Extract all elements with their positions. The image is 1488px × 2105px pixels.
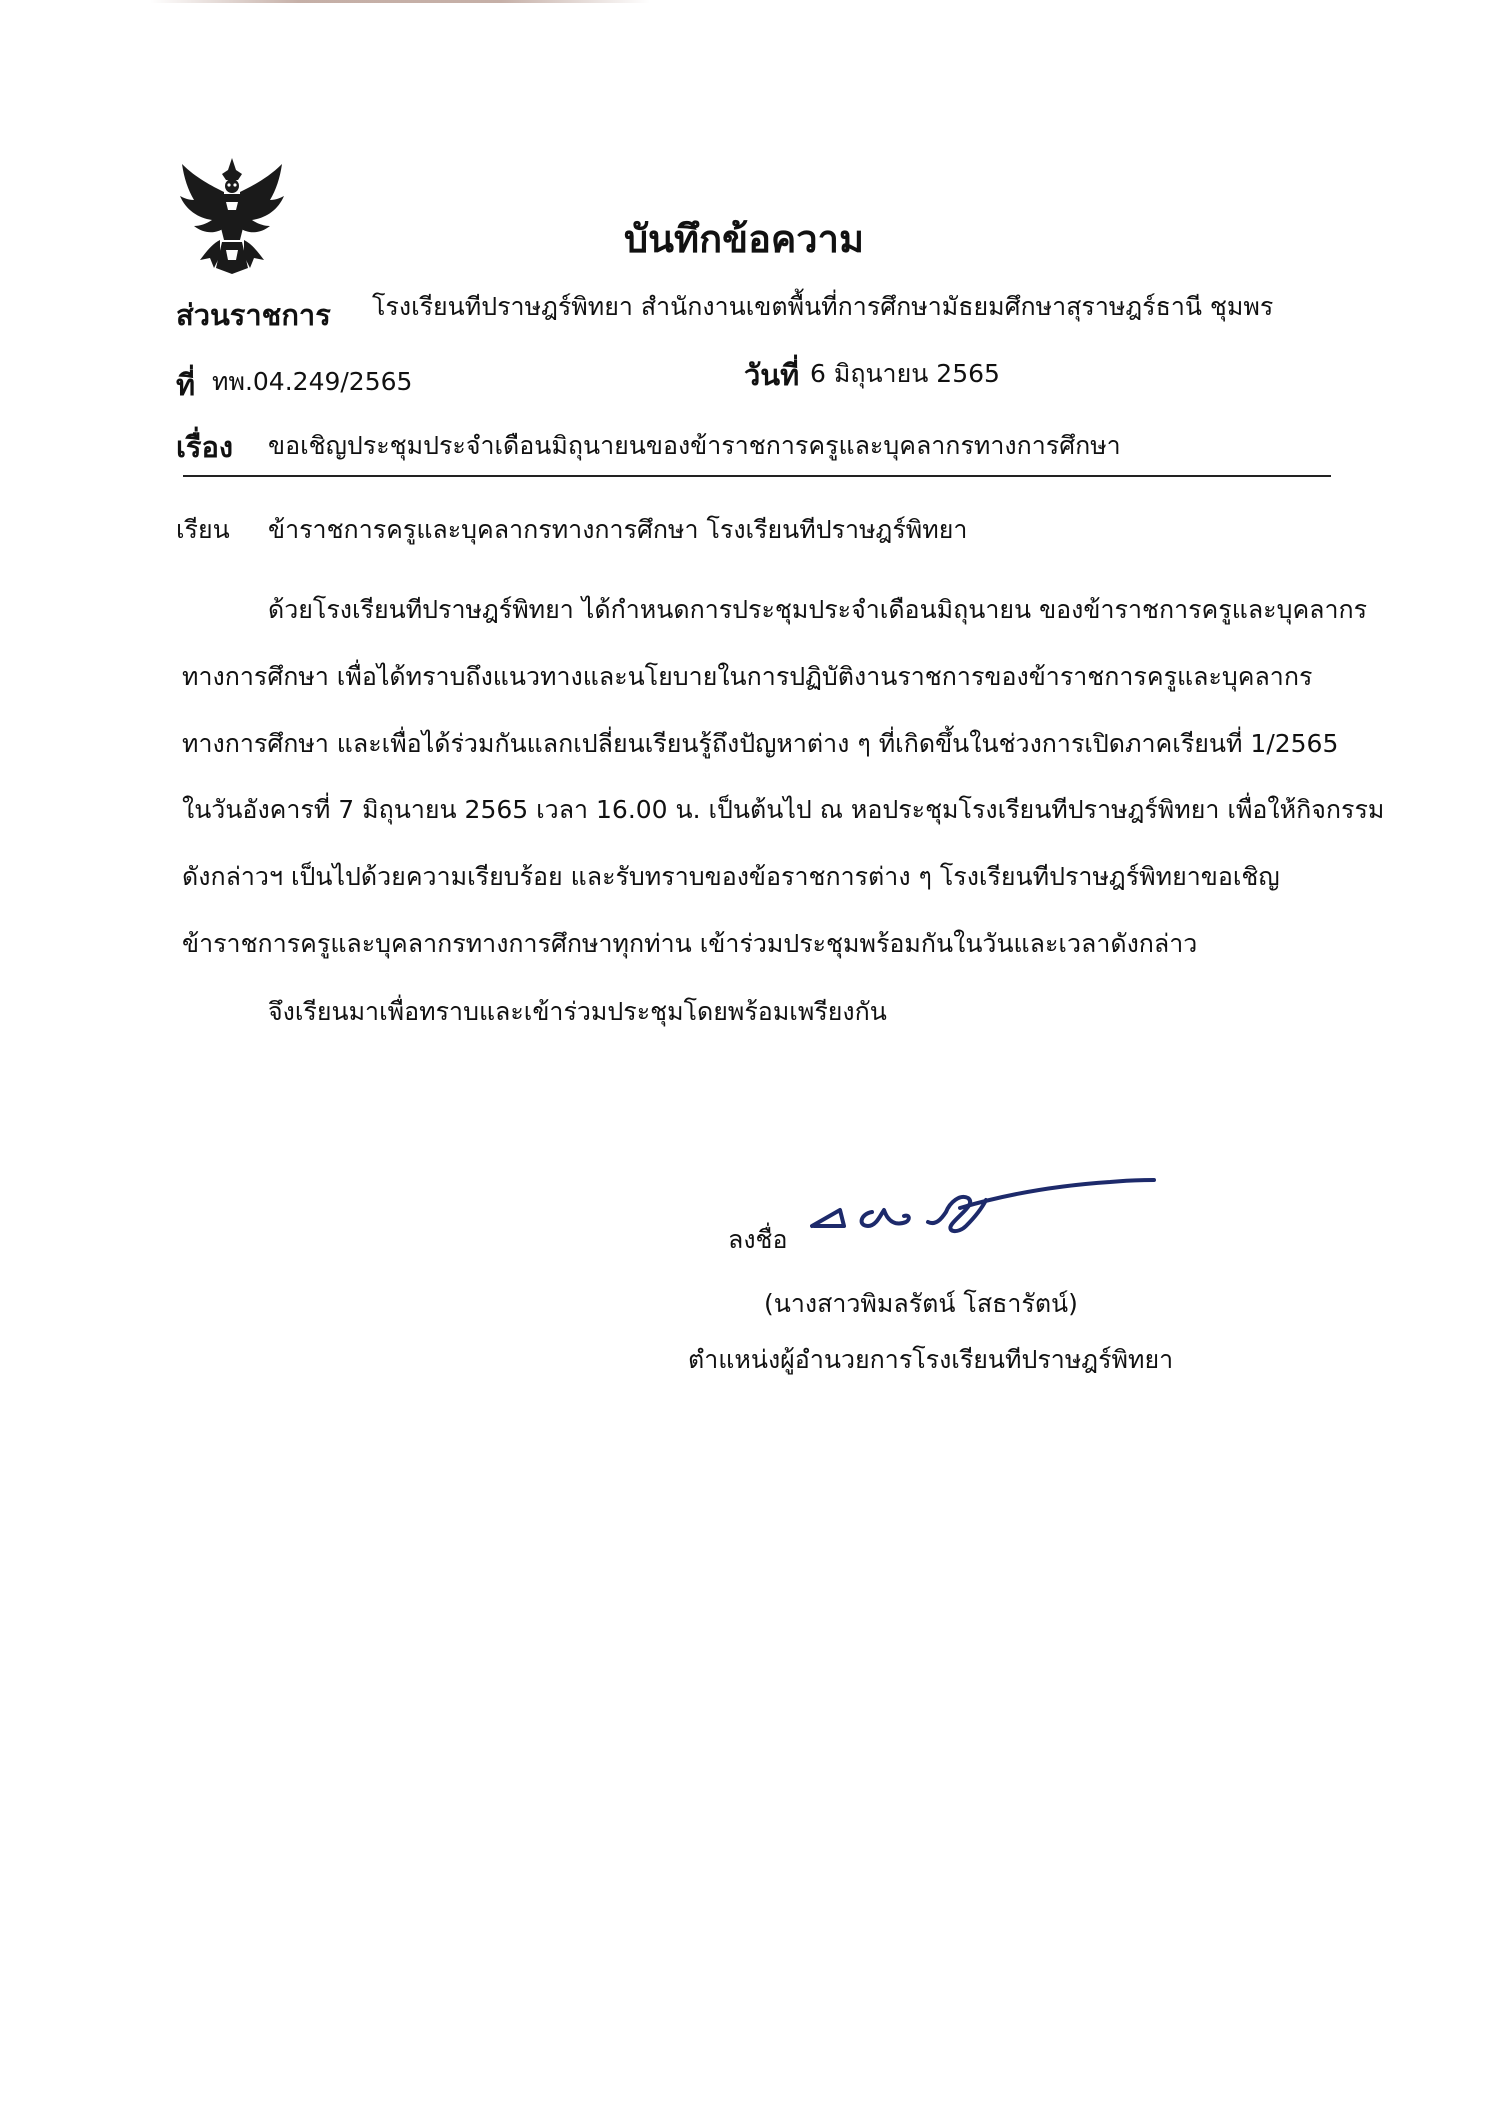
recipient-label: เรียน xyxy=(176,515,230,544)
signer-name: (นางสาวพิมลรัตน์ โสธารัตน์) xyxy=(764,1289,1078,1318)
agency-value: โรงเรียนทีปราษฎร์พิทยา สำนักงานเขตพื้นที่การศึกษามัธยมศึกษาสุราษฎร์ธานี ชุมพร xyxy=(372,292,1274,321)
body-paragraph-line: ในวันอังคารที่ 7 มิถุนายน 2565 เวลา 16.00 น. เป็นต้นไป ณ หอประชุมโรงเรียนทีปราษฎร์พิทยา เพื่อให้กิจกรรม xyxy=(182,795,1385,824)
date-value: 6 มิถุนายน 2565 xyxy=(810,359,1000,388)
date-label: วันที่ xyxy=(744,358,800,392)
recipient-value: ข้าราชการครูและบุคลากรทางการศึกษา โรงเรียนทีปราษฎร์พิทยา xyxy=(268,515,968,544)
scan-edge-mark xyxy=(150,0,650,3)
document-title: บันทึกข้อความ xyxy=(623,217,865,261)
body-paragraph-line: ทางการศึกษา และเพื่อได้ร่วมกันแลกเปลี่ยนเรียนรู้ถึงปัญหาต่าง ๆ ที่เกิดขึ้นในช่วงการเปิดภาคเรียนที่ 1/2565 xyxy=(182,729,1339,758)
body-paragraph-line: ข้าราชการครูและบุคลากรทางการศึกษาทุกท่าน เข้าร่วมประชุมพร้อมกันในวันและเวลาดังกล่าว xyxy=(182,929,1198,958)
body-paragraph-line: ด้วยโรงเรียนทีปราษฎร์พิทยา ได้กำหนดการประชุมประจำเดือนมิถุนายน ของข้าราชการครูและบุคลากร xyxy=(268,595,1368,624)
signature-label: ลงชื่อ xyxy=(728,1225,788,1254)
agency-label: ส่วนราชการ xyxy=(176,298,331,332)
signer-position: ตำแหน่งผู้อำนวยการโรงเรียนทีปราษฎร์พิทยา xyxy=(688,1345,1174,1374)
closing-line: จึงเรียนมาเพื่อทราบและเข้าร่วมประชุมโดยพร้อมเพรียงกัน xyxy=(268,997,887,1026)
handwritten-signature xyxy=(810,1168,1160,1248)
document-number-label: ที่ xyxy=(176,368,196,402)
subject-value: ขอเชิญประชุมประจำเดือนมิถุนายนของข้าราชการครูและบุคลากรทางการศึกษา xyxy=(268,431,1121,460)
document-number-value: ทพ.04.249/2565 xyxy=(212,367,413,396)
body-paragraph-line: ดังกล่าวฯ เป็นไปด้วยความเรียบร้อย และรับทราบของข้อราชการต่าง ๆ โรงเรียนทีปราษฎร์พิทยาขอเชิญ xyxy=(182,862,1280,891)
header-divider xyxy=(183,475,1331,477)
subject-label: เรื่อง xyxy=(176,430,234,464)
body-paragraph-line: ทางการศึกษา เพื่อได้ทราบถึงแนวทางและนโยบายในการปฏิบัติงานราชการของข้าราชการครูและบุคลากร xyxy=(182,662,1313,691)
